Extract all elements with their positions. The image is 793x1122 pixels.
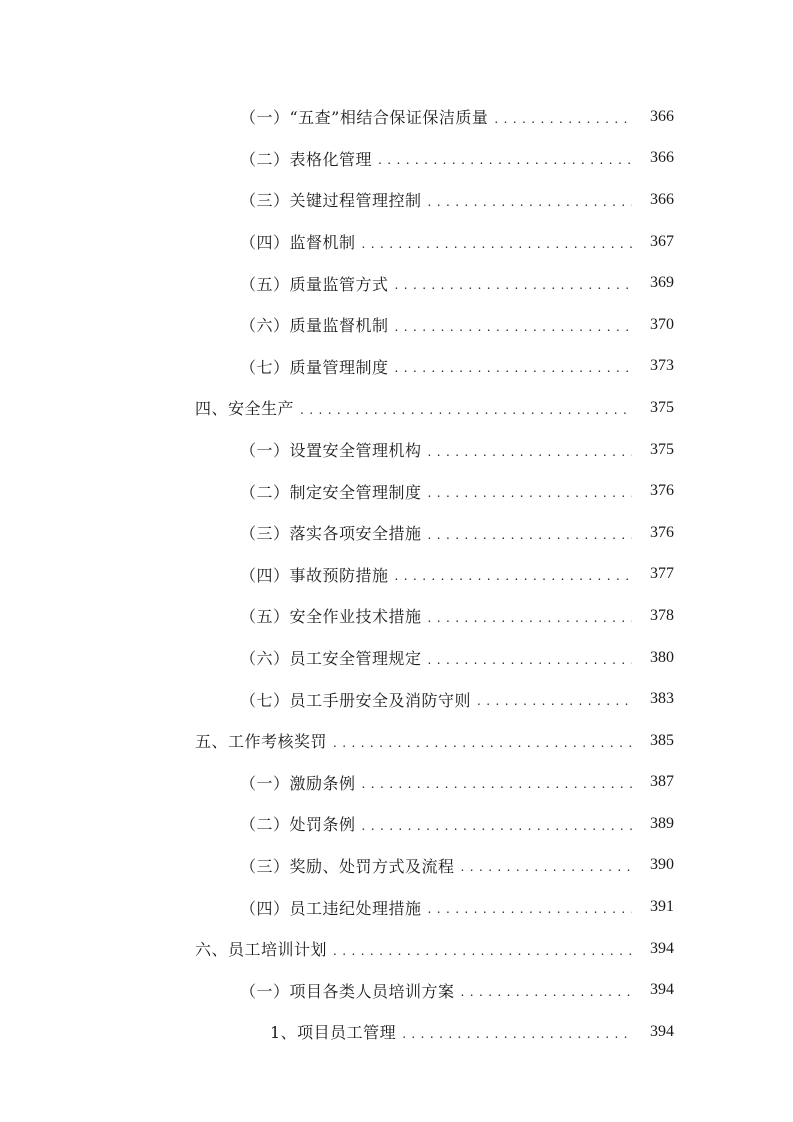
toc-entry-title: （二）处罚条例 [240,815,356,835]
toc-entry[interactable] [0,221,793,263]
table-of-contents [0,96,793,1053]
toc-entry-title: （一）激励条例 [240,773,356,793]
toc-page-number: 391 [650,898,674,916]
toc-entry[interactable] [0,429,793,471]
dot-leader [428,525,632,541]
dot-leader [428,608,632,624]
dot-leader [461,982,632,998]
dot-leader [402,1024,632,1040]
toc-entry-title: （四）事故预防措施 [240,565,389,585]
toc-section-heading[interactable] [0,720,793,762]
toc-subentry[interactable] [0,1011,793,1053]
dot-leader [378,150,632,166]
toc-entry-title: （二）制定安全管理制度 [240,482,422,502]
dot-leader [494,109,632,125]
toc-entry[interactable] [0,969,793,1011]
toc-page-number: 387 [650,773,674,791]
toc-entry-title: （二）表格化管理 [240,149,373,169]
toc-page-number: 390 [650,856,674,874]
toc-entry-title: 五、工作考核奖罚 [195,732,328,752]
toc-entry-title: （三）关键过程管理控制 [240,191,422,211]
toc-page-number: 389 [650,814,674,832]
toc-entry[interactable] [0,96,793,138]
toc-entry-title: （六）员工安全管理规定 [240,649,422,669]
dot-leader [300,400,632,416]
toc-entry[interactable] [0,179,793,221]
toc-entry[interactable] [0,595,793,637]
toc-entry-title: （四）监督机制 [240,233,356,253]
dot-leader [428,899,632,915]
toc-page-number: 383 [650,690,674,708]
toc-page-number: 394 [650,981,674,999]
toc-page-number: 375 [650,440,674,458]
toc-entry-title: （三）奖励、处罚方式及流程 [240,856,455,876]
toc-entry[interactable] [0,637,793,679]
toc-entry[interactable] [0,470,793,512]
toc-page-number: 385 [650,731,674,749]
toc-entry-title: （七）员工手册安全及消防守则 [240,690,472,710]
toc-page-number: 377 [650,565,674,583]
toc-page-number: 376 [650,523,674,541]
toc-page-number: 376 [650,482,674,500]
toc-page-number: 366 [650,107,674,125]
toc-page-number: 375 [650,398,674,416]
toc-page-number: 394 [650,939,674,957]
toc-entry[interactable] [0,554,793,596]
dot-leader [395,317,632,333]
dot-leader [428,483,632,499]
toc-entry[interactable] [0,845,793,887]
toc-entry-title: （七）质量管理制度 [240,357,389,377]
dot-leader [477,691,632,707]
dot-leader [428,192,632,208]
toc-entry-title: （五）安全作业技术措施 [240,607,422,627]
toc-section-heading[interactable] [0,387,793,429]
toc-entry[interactable] [0,138,793,180]
dot-leader [333,941,632,957]
toc-entry[interactable] [0,762,793,804]
toc-page-number: 378 [650,606,674,624]
toc-page-number: 394 [650,1022,674,1040]
toc-entry[interactable] [0,886,793,928]
dot-leader [395,275,632,291]
toc-page-number: 373 [650,357,674,375]
dot-leader [362,234,632,250]
toc-entry[interactable] [0,512,793,554]
toc-page-number: 366 [650,190,674,208]
toc-entry[interactable] [0,304,793,346]
toc-entry-title: （四）员工违纪处理措施 [240,898,422,918]
toc-entry[interactable] [0,803,793,845]
toc-entry-title: 1、项目员工管理 [270,1023,397,1043]
dot-leader [362,816,632,832]
toc-entry-title: （一）“五查”相结合保证保洁质量 [240,108,489,128]
toc-entry[interactable] [0,262,793,304]
toc-entry-title: （三）落实各项安全措施 [240,524,422,544]
toc-entry-title: （五）质量监管方式 [240,274,389,294]
toc-entry-title: （六）质量监督机制 [240,316,389,336]
toc-entry[interactable] [0,678,793,720]
dot-leader [362,774,632,790]
toc-page-number: 380 [650,648,674,666]
toc-entry-title: （一）项目各类人员培训方案 [240,981,455,1001]
toc-page-number: 366 [650,149,674,167]
dot-leader [333,733,632,749]
dot-leader [428,442,632,458]
toc-page-number: 370 [650,315,674,333]
dot-leader [395,358,632,374]
dot-leader [461,857,632,873]
toc-page-number: 369 [650,274,674,292]
toc-entry[interactable] [0,346,793,388]
toc-entry-title: 六、员工培训计划 [195,940,328,960]
toc-entry-title: （一）设置安全管理机构 [240,441,422,461]
dot-leader [428,650,632,666]
toc-section-heading[interactable] [0,928,793,970]
toc-entry-title: 四、安全生产 [195,399,295,419]
dot-leader [395,566,632,582]
toc-page-number: 367 [650,232,674,250]
